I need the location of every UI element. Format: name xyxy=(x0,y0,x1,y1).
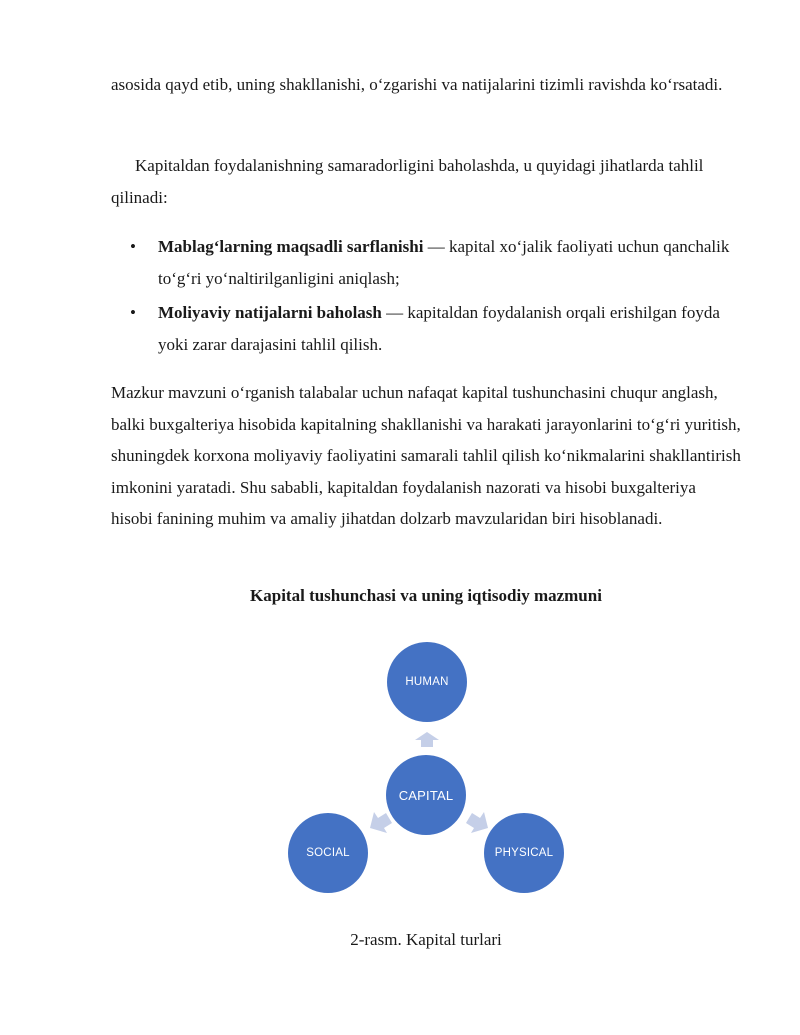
section-heading: Kapital tushunchasi va uning iqtisodiy mazmuni xyxy=(250,586,602,605)
physical-capital-circle: PHYSICAL xyxy=(484,813,564,893)
bullet-term: Moliyaviy natijalarni baholash xyxy=(158,303,382,322)
list-item xyxy=(111,297,741,361)
paragraph-topic-importance: Mazkur mavzuni o‘rganish talabalar uchun nafaqat kapital tushunchasini chuqur anglash, balki buxgalteriya hisobida kapitalning shakllanishi va harakati jarayonlarini to‘g‘ri yuritish, shuningdek korxona moliyaviy faoliyatini samarali tahlil qilish ko‘nikmalarini shakllantirish imkonini yaratadi. Shu sababli, kapitaldan foydalanish nazorati va hisobi buxgalteriya hisobi fanining muhim va amaliy jihatdan dolzarb mavzularidan biri hisoblanadi. xyxy=(111,383,741,528)
capital-types-diagram xyxy=(270,630,590,910)
human-capital-circle: HUMAN xyxy=(387,642,467,722)
arrow-up-icon xyxy=(415,732,439,747)
social-capital-circle: SOCIAL xyxy=(288,813,368,893)
bullet-description: — kapital xo‘jalik faoliyati uchun qanchalik to‘g‘ri yo‘naltirilganligini aniqlash; xyxy=(158,237,730,288)
bullet-description: — kapitaldan foydalanish orqali erishilgan foyda yoki zarar darajasini tahlil qilish. xyxy=(158,303,720,354)
paragraph-analysis-aspects: Kapitaldan foydalanishning samaradorligini baholashda, u quyidagi jihatlarda tahlil qilinadi: xyxy=(111,156,704,207)
bullet-marker: • xyxy=(130,303,136,322)
arrow-down-right-icon xyxy=(466,812,488,833)
bullet-marker: • xyxy=(130,237,136,256)
capital-center-circle: CAPITAL xyxy=(386,755,466,835)
list-item xyxy=(111,231,741,295)
arrow-down-left-icon xyxy=(370,812,392,833)
bullet-term: Mablag‘larning maqsadli sarflanishi xyxy=(158,237,424,256)
paragraph-intro-continuation: asosida qayd etib, uning shakllanishi, o‘zgarishi va natijalarini tizimli ravishda ko‘rsatadi. xyxy=(111,75,723,94)
aspects-bullet-list xyxy=(111,231,741,363)
figure-caption: 2-rasm. Kapital turlari xyxy=(350,930,502,949)
